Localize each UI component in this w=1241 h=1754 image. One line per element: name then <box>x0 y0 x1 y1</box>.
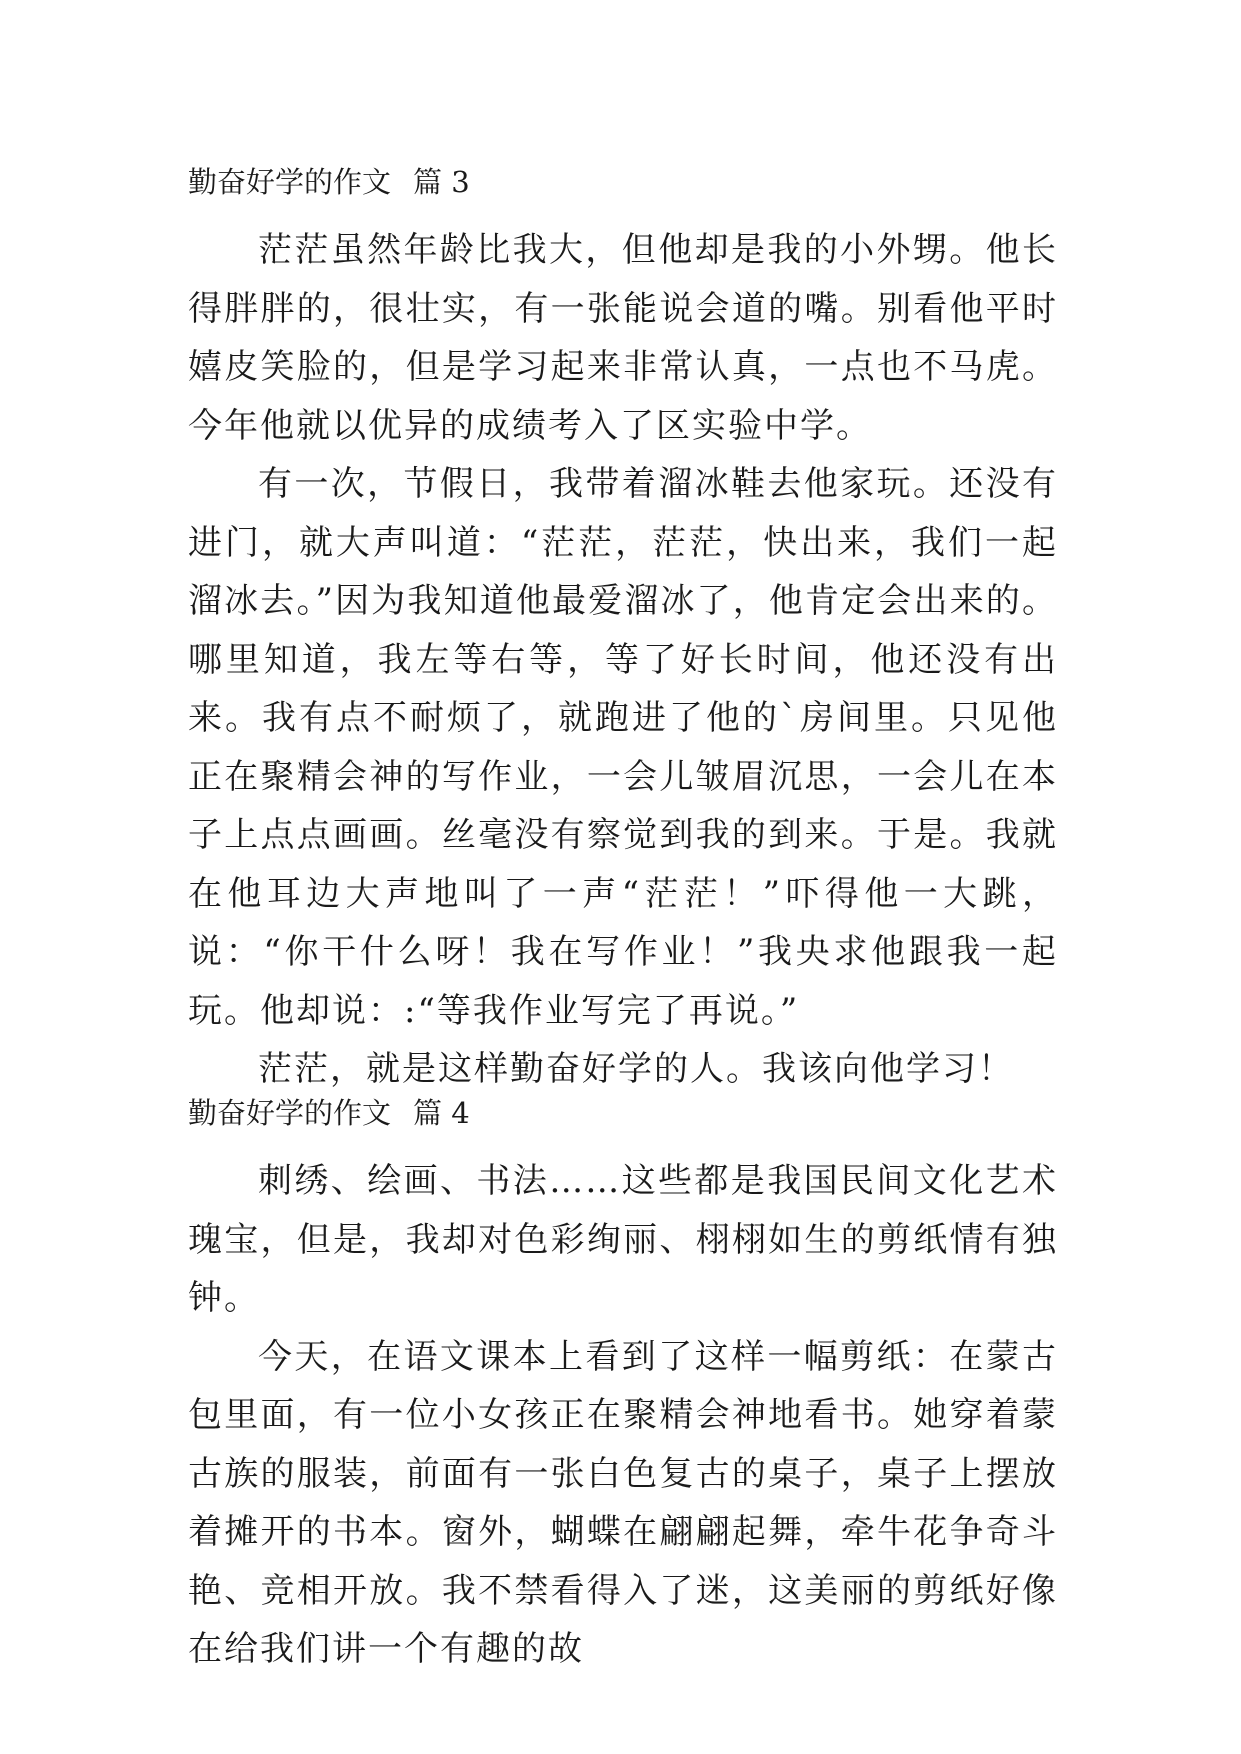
paragraph: 今天，在语文课本上看到了这样一幅剪纸：在蒙古包里面，有一位小女孩正在聚精会神地看书。她穿着蒙古族的服装，前面有一张白色复古的桌子，桌子上摆放着摊开的书本。窗外，蝴蝶在翩翩起舞，牵牛花争奇斗艳、竞相开放。我不禁看得入了迷，这美丽的剪纸好像在给我们讲一个有趣的故 <box>188 1336 1058 1669</box>
paragraph: 刺绣、绘画、书法……这些都是我国民间文化艺术瑰宝，但是，我却对色彩绚丽、栩栩如生的剪纸情有独钟。 <box>188 1161 1058 1318</box>
section-body <box>188 221 1058 1099</box>
section-body <box>188 1152 1058 1679</box>
essay-section-4 <box>188 1093 1058 1679</box>
paragraph: 有一次，节假日，我带着溜冰鞋去他家玩。还没有进门，就大声叫道：“茫茫，茫茫，快出来，我们一起溜冰去。”因为我知道他最爱溜冰了，他肯定会出来的。哪里知道，我左等右等，等了好长时间，他还没有出来。我有点不耐烦了，就跑进了他的`房间里。只见他正在聚精会神的写作业，一会儿皱眉沉思，一会儿在本子上点点画画。丝毫没有察觉到我的到来。于是。我就在他耳边大声地叫了一声“茫茫！”吓得他一大跳，说：“你干什么呀！我在写作业！”我央求他跟我一起玩。他却说：:“等我作业写完了再说。” <box>188 464 1058 1031</box>
section-title: 勤奋好学的作文 <box>188 165 392 199</box>
section-title: 勤奋好学的作文 <box>188 1096 392 1130</box>
paragraph: 茫茫虽然年龄比我大，但他却是我的小外甥。他长得胖胖的，很壮实，有一张能说会道的嘴。别看他平时嬉皮笑脸的，但是学习起来非常认真，一点也不马虎。今年他就以优异的成绩考入了区实验中学。 <box>188 230 1058 446</box>
essay-section-3 <box>188 162 1058 1099</box>
section-heading <box>188 1093 1058 1133</box>
section-number: 篇 4 <box>413 1096 470 1130</box>
paragraph: 茫茫，就是这样勤奋好学的人。我该向他学习！ <box>258 1049 1014 1089</box>
section-number: 篇 3 <box>413 165 470 199</box>
section-heading <box>188 162 1058 202</box>
